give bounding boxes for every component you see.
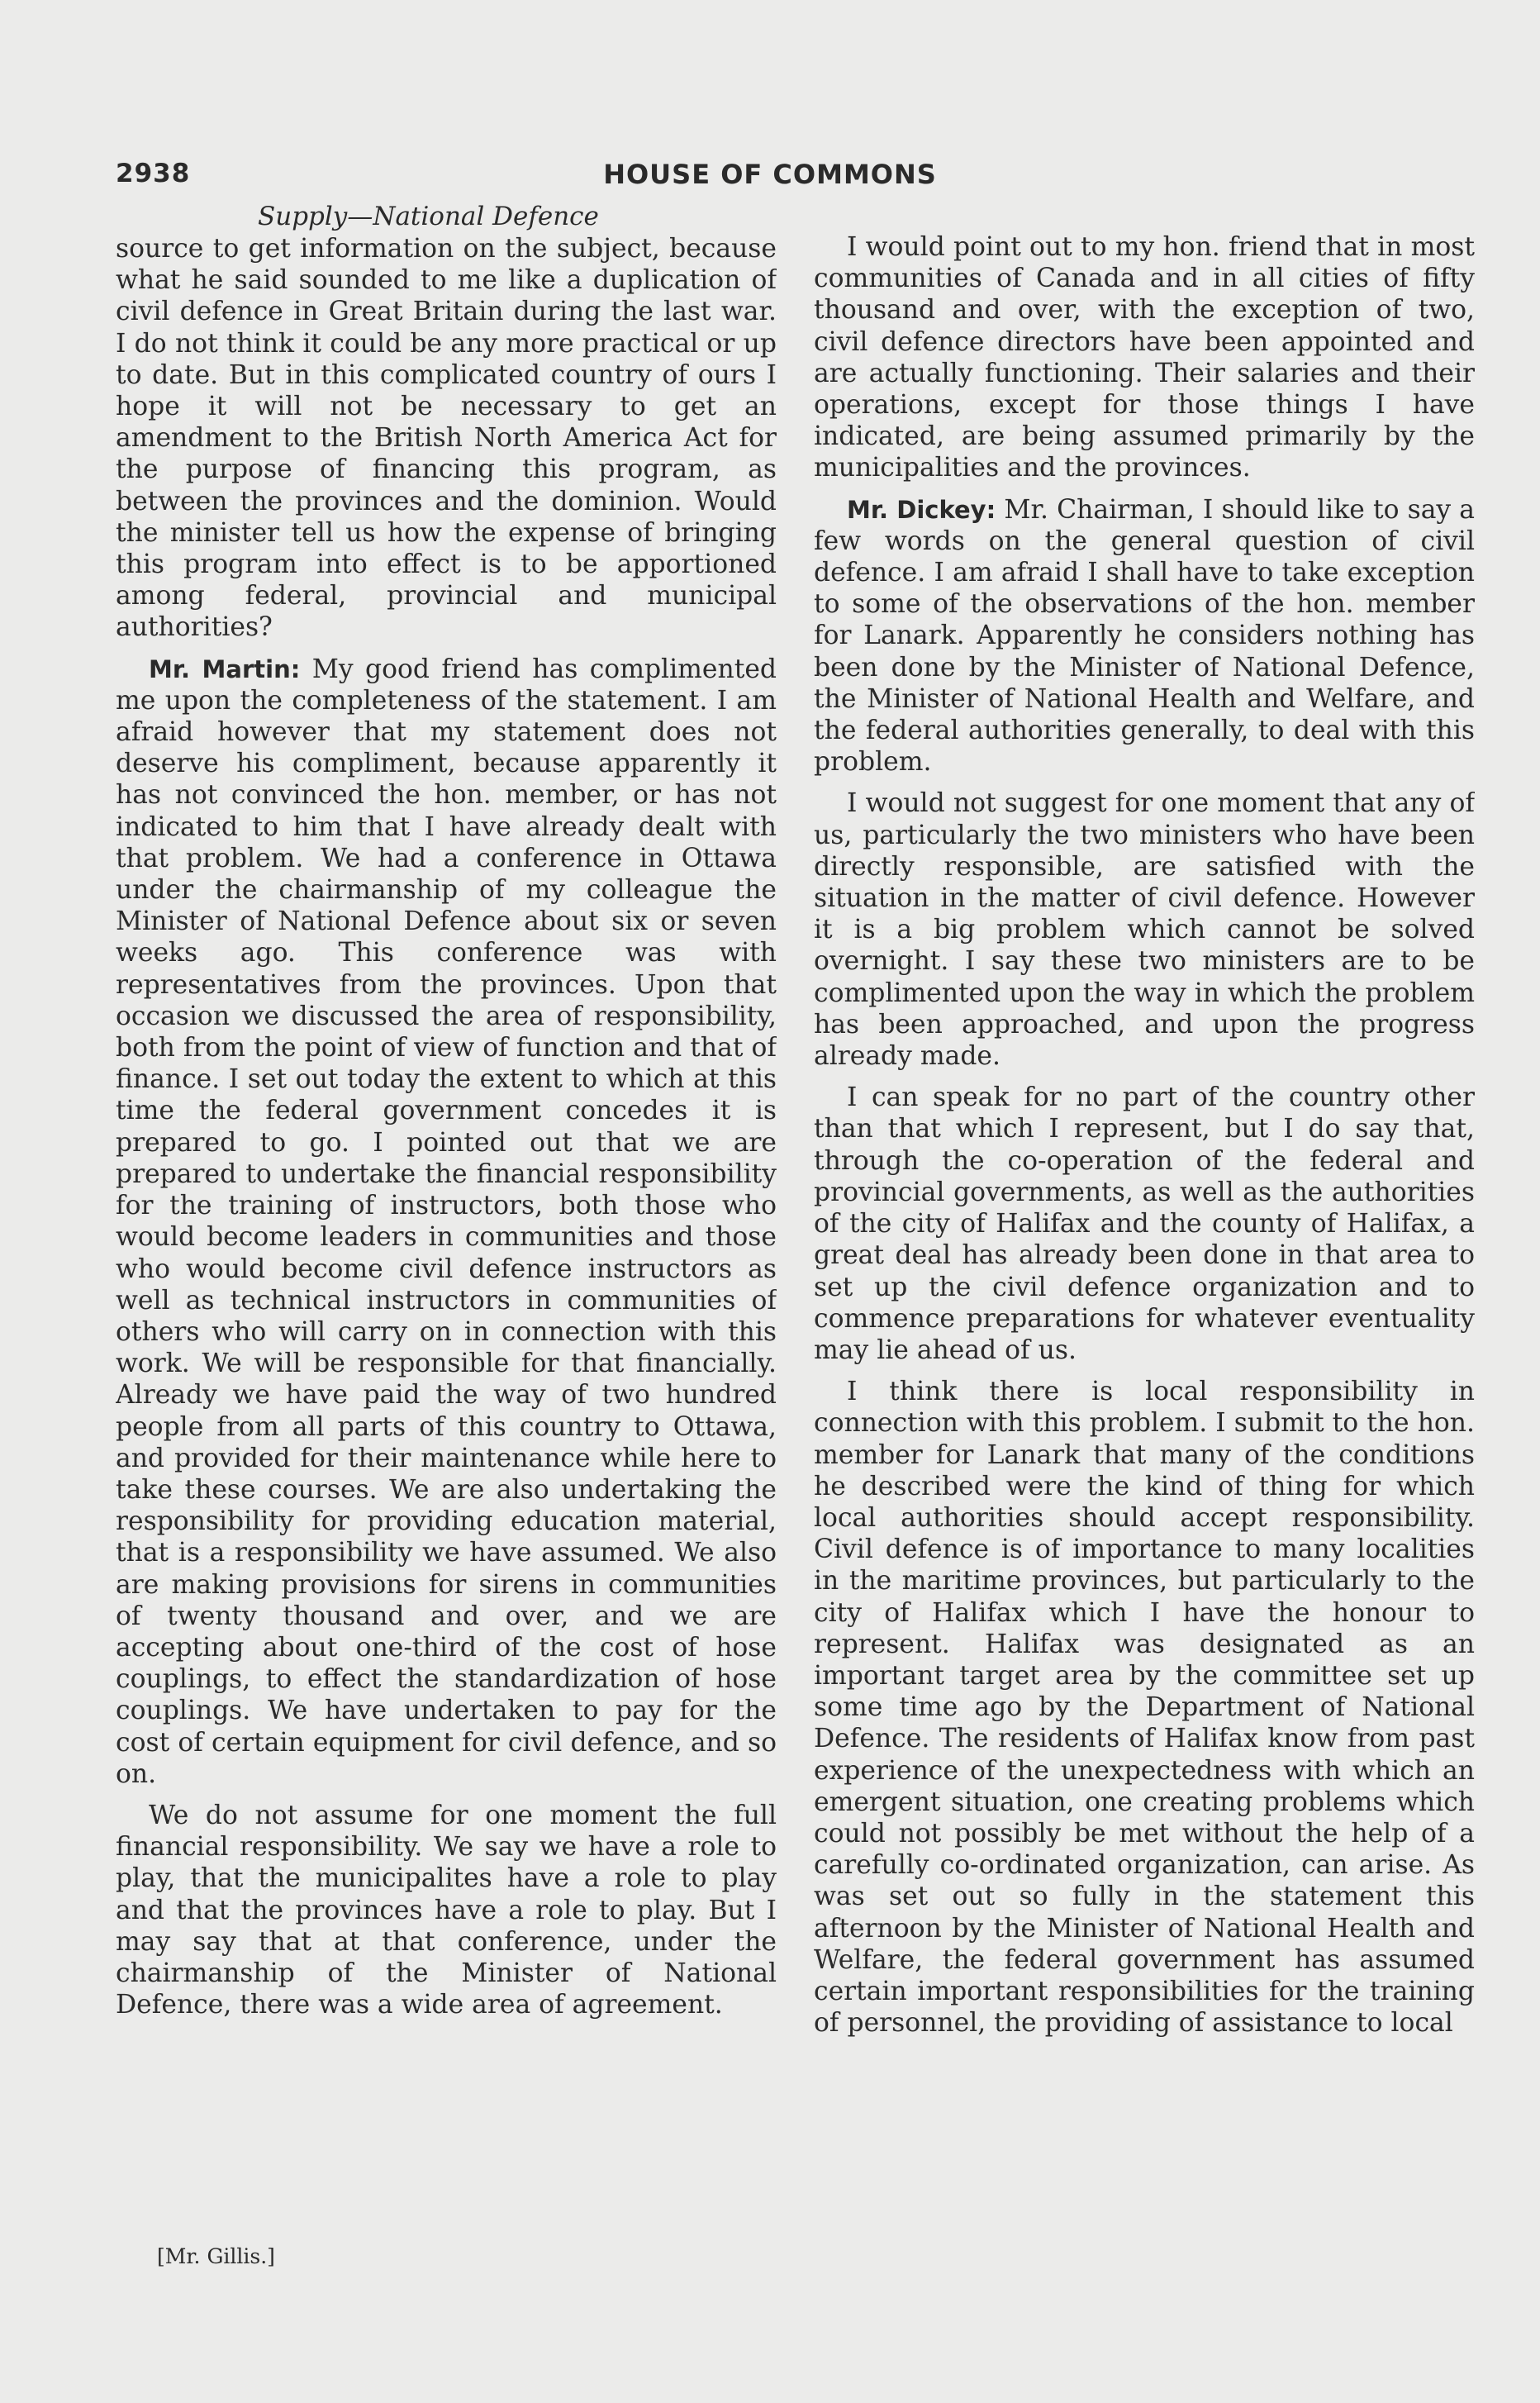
- paragraph: [814, 1082, 1475, 1366]
- left-column: [116, 233, 777, 2233]
- paragraph-text: My good friend has complimented me upon the completeness of the statement. I am afraid however that my statement does not deserve his compliment, because apparently it has not convinced the hon. member, or has not indicated to him that I have already dealt with that problem. We had a conference in Ottawa under the chairmanship of my colleague the Minister of National Defence about six or seven weeks ago. This conference was with representatives from the provinces. Upon that occasion we discussed the area of responsibility, both from the point of view of function and that of finance. I set out today the extent to which at this time the federal government concedes it is prepared to go. I pointed out that we are prepared to undertake the financial responsibility for the training of instructors, both those who would become leaders in communities and those who would become civil defence instructors as well as technical instructors in communities of others who will carry on in connection with this work. We will be responsible for that financially. Already we have paid the way of two hundred people from all parts of this country to Ottawa, and provided for their maintenance while here to take these courses. We are also undertaking the responsibility for providing education material, that is a responsibility we have assumed. We also are making provisions for sirens in communities of twenty thousand and over, and we are accepting about one-third of the cost of hose couplings, to effect the standardization of hose couplings. We have undertaken to pay for the cost of certain equipment for civil defence, and so on.: [116, 654, 777, 1789]
- paragraph: [814, 231, 1475, 484]
- speaker-footnote: [Mr. Gillis.]: [157, 2244, 275, 2268]
- paragraph-text: I would not suggest for one moment that any of us, particularly the two ministers who have been directly responsible, are satisfied with the situation in the matter of civil defence. However it is a big problem which cannot be solved overnight. I say these two ministers are to be complimented upon the way in which the problem has been approached, and upon the progress already made.: [814, 788, 1475, 1072]
- paragraph: [116, 233, 777, 644]
- page-title: HOUSE OF COMMONS: [603, 159, 937, 190]
- right-column: [814, 231, 1475, 2231]
- paragraph-text: I can speak for no part of the country other than that which I represent, but I do say that, through the co-operation of the federal and provincial governments, as well as the authorities of the city of Halifax and the county of Halifax, a great deal has already been done in that area to set up the civil defence organization and to commence preparations for whatever eventuality may lie ahead of us.: [814, 1083, 1475, 1365]
- paragraph: [814, 1376, 1475, 2039]
- paragraph-text: I think there is local responsibility in connection with this problem. I submit to the hon. member for Lanark that many of the conditions he described were the kind of thing for which local authorities should accept responsibility. Civil defence is of importance to many localities in the maritime provinces, but particularly to the city of Halifax which I have the honour to represent. Halifax was designated as an important target area by the committee set up some time ago by the Department of National Defence. The residents of Halifax know from past experience of the unexpectedness with which an emergent situation, one creating problems which could not possibly be met without the help of a carefully co-ordinated organization, can arise. As was set out so fully in the statement this afternoon by the Minister of National Health and Welfare, the federal government has assumed certain important responsibilities for the training of personnel, the providing of assistance to local: [814, 1377, 1475, 2039]
- page-number: 2938: [116, 159, 191, 188]
- paragraph: [814, 788, 1475, 1072]
- section-heading: Supply—National Defence: [258, 202, 599, 231]
- speaker-name: Mr. Martin:: [149, 654, 301, 683]
- paragraph: [116, 654, 777, 1790]
- paragraph-text: Mr. Chairman, I should like to say a few words on the general question of civil defence. I am afraid I shall have to take exception to some of the observations of the hon. member for Lanark. Apparently he considers nothing has been done by the Minister of National Defence, the Minister of National Health and Welfare, and the federal authorities generally, to deal with this problem.: [814, 494, 1475, 778]
- paragraph-text: source to get information on the subject, because what he said sounded to me like a duplication of civil defence in Great Britain during the last war. I do not think it could be any more practical or up to date. But in this complicated country of ours I hope it will not be necessary to get an amendment to the British North America Act for the purpose of financing this program, as between the provinces and the dominion. Would the minister tell us how the expense of bringing this program into effect is to be apportioned among federal, provincial and municipal authorities?: [116, 234, 777, 643]
- paragraph: [116, 1800, 777, 2020]
- speaker-name: Mr. Dickey:: [847, 495, 996, 524]
- paragraph-text: I would point out to my hon. friend that in most communities of Canada and in all cities of fifty thousand and over, with the exception of two, civil defence directors have been appointed and are actually functioning. Their salaries and their operations, except for those things I have indicated, are being assumed primarily by the municipalities and the provinces.: [814, 232, 1475, 483]
- paragraph: [814, 494, 1475, 778]
- paragraph-text: We do not assume for one moment the full financial responsibility. We say we have a role to play, that the municipalites have a role to play and that the provinces have a role to play. But I may say that at that conference, under the chairmanship of the Minister of National Defence, there was a wide area of agreement.: [116, 1800, 777, 2020]
